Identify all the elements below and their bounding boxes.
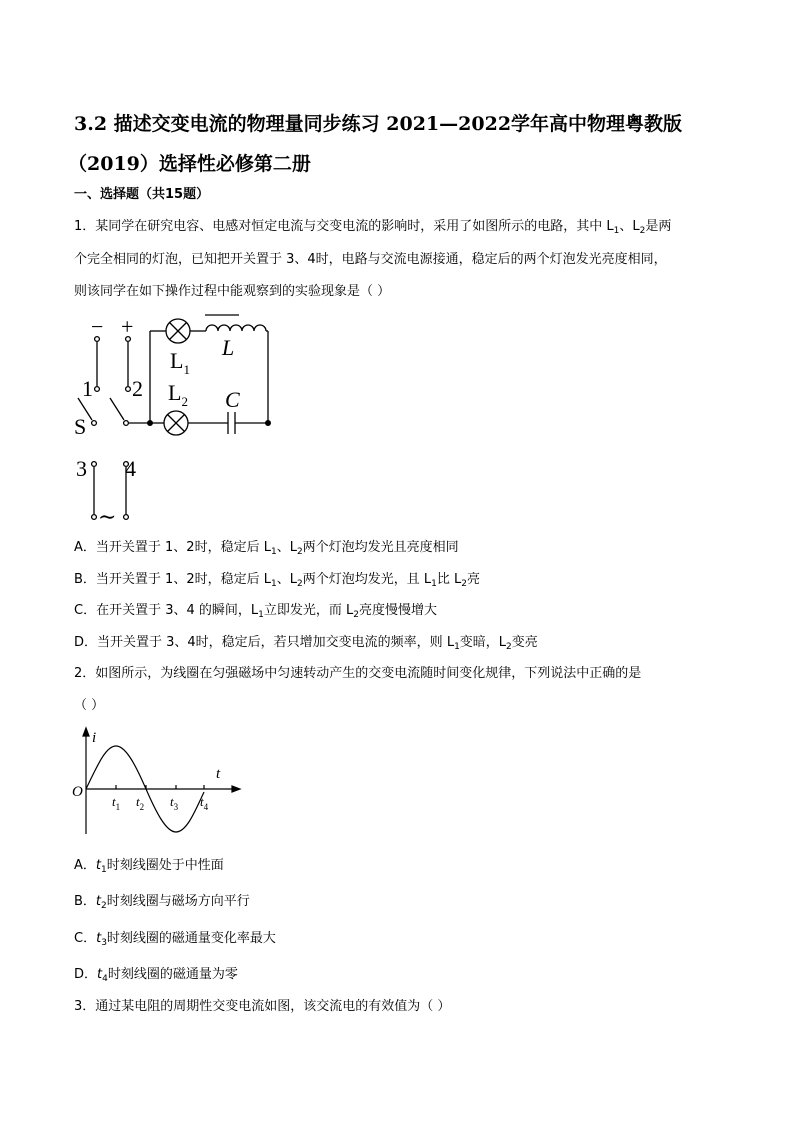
title-line-2: （2019）选择性必修第二册 [68,153,311,175]
q1-option-d: D．当开关置于 3、4时，稳定后，若只增加交变电流的频率，则 $L_1$变暗，$L_2$变亮 [74,635,538,652]
minus-label: − [91,314,104,339]
tick-t4-label: $t_4$ [200,794,209,812]
q1-option-c: C．在开关置于 3、4 的瞬间，$L_1$立即发光，而 $L_2$亮度慢慢增大 [74,603,438,620]
q2-line-1: 2．如图所示，为线圈在匀强磁场中匀速转动产生的交变电流随时间变化规律，下列说法中正确的是 [74,666,642,681]
tick-t1-label: $t_1$ [112,794,121,812]
q1-option-a: A．当开关置于 1、2时，稳定后 $L_1$、$L_2$两个灯泡均发光且亮度相同 [74,540,459,557]
tick-t2-label: $t_2$ [136,794,145,812]
q2-option-a: A．$t_1$时刻线圈处于中性面 [74,858,224,875]
q1-option-b: B．当开关置于 1、2时，稳定后 $L_1$、$L_2$两个灯泡均发光，且 $L_1$比 $L_2$亮 [74,572,480,589]
q2-option-b: B．$t_2$时刻线圈与磁场方向平行 [74,894,250,911]
tick-t3-label: $t_3$ [170,794,179,812]
section-header: 一、选择题（共15题） [74,187,210,202]
q2-option-d: D．$t_4$时刻线圈的磁通量为零 [74,967,238,984]
plus-label: + [121,314,134,339]
circuit-diagram [72,312,282,528]
q1-line-2: 个完全相同的灯泡，已知把开关置于 3、4时，电路与交流电源接通，稳定后的两个灯泡发光亮度相同， [74,252,667,267]
ac-source-icon: ∼ [98,504,117,528]
q3-line-1: 3．通过某电阻的周期性交变电流如图，该交流电的有效值为（ ） [74,999,451,1014]
lamp-l2-label: $L_2$ [168,380,188,409]
terminal-1-label: 1 [82,376,93,401]
lamp-l1-label: $L_1$ [170,348,190,377]
axis-t-label: t [216,766,221,782]
q1-line-3: 则该同学在如下操作过程中能观察到的实验现象是（ ） [74,284,391,299]
terminal-4-label: 4 [125,456,136,481]
axis-i-label: i [92,730,97,746]
document-title [68,104,734,184]
current-time-graph [70,726,250,838]
title-line-1: 3.2 描述交变电流的物理量同步练习 2021—2022学年高中物理粤教版 [74,113,683,135]
q1-line-1: 1．某同学在研究电容、电感对恒定电流与交变电流的影响时，采用了如图所示的电路，其中 $L_1$、$L_2$是两 [74,219,672,236]
terminal-3-label: 3 [76,456,87,481]
q2-line-2: （ ） [74,698,105,713]
inductor-label: L [222,335,235,360]
switch-s-label: S [74,414,87,439]
origin-label: O [72,784,83,800]
capacitor-label: C [225,387,240,412]
q2-option-c: C．$t_3$时刻线圈的磁通量变化率最大 [74,931,276,948]
terminal-2-label: 2 [132,376,143,401]
